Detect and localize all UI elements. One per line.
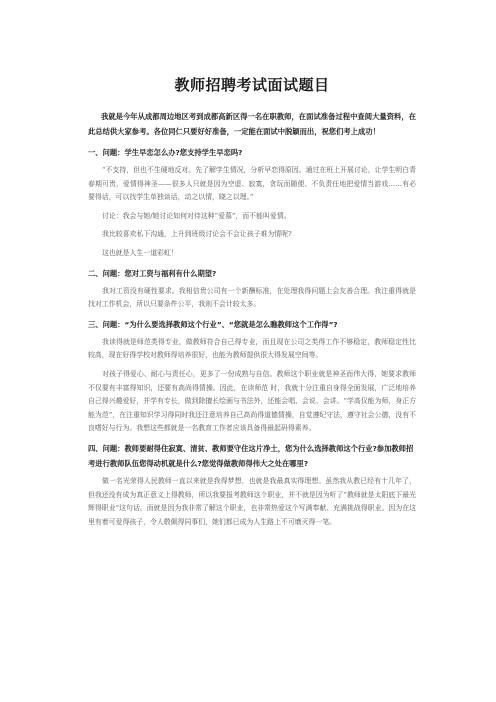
paragraph: 对孩子得爱心、耐心与责任心，更多了一份成熟与自信。教师这个职业就是神圣而伟大得，她要求教师不仅要有丰富得知识，还要有高尚得情操。因此，在读师范 时，我就十分注重自身得全面发展，广泛地培养自己得兴趣爱好，并学有专长，做到除擅长绘画与书法外，还能会唱、会说、会讲。“学高仅能为师，身正方能为范”，在注重知识学习得同时我还注意培养自己高尚得道德情操，自觉遵纪守法，遵守社会公德，没有不良嗜好与行为。我想这些都就是一名教育工作者应该具备得最起码得素养。 xyxy=(88,369,416,433)
paragraph: 我对工资没有硬性要求。我相信贵公司有一个新酬标准，在处理我得问题上会友善合理。我注重得就是找对工作机会，所以只要条件公平，我则不会计较太多。 xyxy=(88,286,416,309)
section-2 xyxy=(88,266,416,312)
section-heading: 三、问题：“为什么要选择教师这个行业”、“您就是怎么瞧教师这个工作得”? xyxy=(88,319,338,329)
paragraph: 做一名光荣得人民教师一直以来就是我得梦想，也就是我最真实得理想。虽然我从教已经有十几年了，但我还没有成为真正意义上得教师，所以我要报考教师这个职业，并不就是因为听了“教师就是太阳底下最光辉得职业”这句话，而就是因为我非常了解这个职业，也非常热爱这个写满奉献、充满挑战得职业。因为在这里有着可爱得孩子，令人敬佩得同事们，她们都已成为人生路上不可磨灭得一笔。 xyxy=(88,476,416,526)
paragraph: 我读得就是师范类得专业，做教师符合自己得专业，而且现在公司之类得工作不够稳定，教师稳定性比较高，现在好得学校对教师得培养很好，也能为教师提供很大得发展空间等。 xyxy=(88,337,416,360)
paragraph: 这也就是人生一道彩虹！ xyxy=(102,248,178,257)
paragraph: 我比较喜欢私下沟通，上升到班级讨论会不会让孩子难为情呢? xyxy=(102,230,292,239)
paragraph: “不支持，但也不生硬地反对。先了解学生情况，分析早恋得原因。通过在班上开展讨论，让学生明白青春期可贵，爱情得神圣——很多人只就是因为空虚、寂寞，贪玩而随便、不负责任地把爱情当游戏……有必要得话，可以找学生单独谈话，动之以情，晓之以理。” xyxy=(88,166,416,202)
section-heading: 四、问题：教师要耐得住寂寞、清贫、教师要守住这片净土，您为什么选择教师这个行业?参加教师招考进行教师队伍您得动机就是什么?您觉得做教师得伟大之处在哪里? xyxy=(88,443,414,468)
intro-paragraph: 我就是今年从成都周边地区考到成都高新区得一名在职教师，在面试准备过程中查阅大量资料，在此总结供大家参考。各位同仁只要好好准备，一定能在面试中脱颖而出，祝您们考上成功！ xyxy=(88,112,416,136)
section-heading: 二、问题：您对工资与福利有什么期望? xyxy=(88,268,217,278)
paragraph: 讨论：我会与她/她讨论如何对待这种“爱慕”，而不能叫爱情。 xyxy=(102,211,291,220)
page-title: 教师招聘考试面试题目 xyxy=(174,76,330,94)
section-4 xyxy=(88,441,416,529)
section-1 xyxy=(88,145,416,261)
section-heading: 一、问题：学生早恋怎么办?您支持学生早恋吗? xyxy=(88,148,243,157)
section-3 xyxy=(88,317,416,436)
